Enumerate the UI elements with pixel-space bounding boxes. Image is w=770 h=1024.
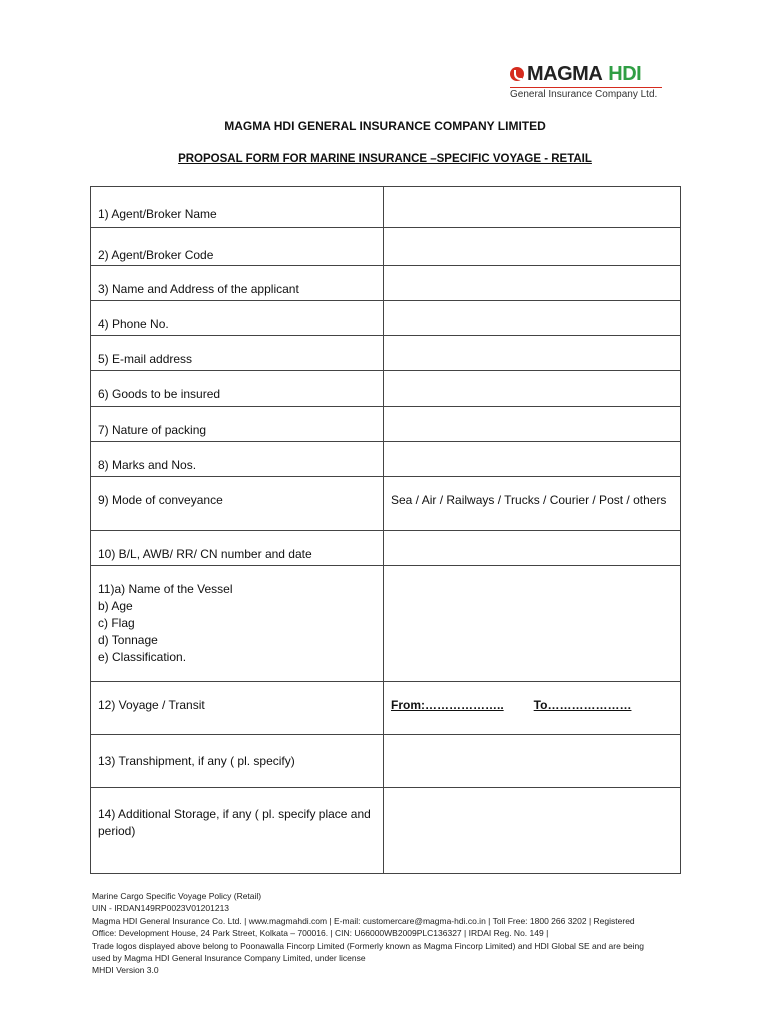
email-field[interactable] bbox=[384, 336, 681, 371]
field-label-cell bbox=[91, 336, 384, 371]
field-label-cell bbox=[91, 788, 384, 874]
field-label-cell bbox=[91, 682, 384, 735]
field-label: 10) B/L, AWB/ RR/ CN number and date bbox=[98, 547, 312, 561]
agent-broker-code-field[interactable] bbox=[384, 228, 681, 266]
field-label: 2) Agent/Broker Code bbox=[98, 248, 214, 262]
footer-policy-name: Marine Cargo Specific Voyage Policy (Retail) bbox=[92, 891, 262, 901]
table-row bbox=[91, 735, 681, 788]
footer-office: Office: Development House, 24 Park Street, Kolkata – 700016. | CIN: U66000WB2009PLC136327 | IRDAI Reg. No. 149 | bbox=[92, 928, 549, 939]
company-title: MAGMA HDI GENERAL INSURANCE COMPANY LIMITED bbox=[224, 119, 546, 133]
field-label: 5) E-mail address bbox=[98, 352, 193, 366]
table-row bbox=[91, 266, 681, 301]
field-label-cell bbox=[91, 187, 384, 228]
field-label-cell bbox=[91, 228, 384, 266]
voyage-transit-field[interactable] bbox=[384, 682, 681, 735]
field-label: 8) Marks and Nos. bbox=[98, 458, 197, 472]
table-row bbox=[91, 442, 681, 477]
table-row bbox=[91, 301, 681, 336]
field-label: 11)a) Name of the Vessel b) Age c) Flag d) Tonnage e) Classification. bbox=[98, 582, 233, 664]
logo-brand-magma: MAGMA bbox=[527, 62, 603, 85]
form-title: PROPOSAL FORM FOR MARINE INSURANCE –SPECIFIC VOYAGE - RETAIL bbox=[178, 153, 592, 165]
field-label-cell bbox=[91, 371, 384, 407]
table-row bbox=[91, 477, 681, 531]
footer-version: MHDI Version 3.0 bbox=[92, 965, 159, 976]
applicant-name-address-field[interactable] bbox=[384, 266, 681, 301]
footer-trademark: Trade logos displayed above belong to Poonawalla Fincorp Limited (Formerly known as Magma Fincorp Limited) and HDI Global SE and are being bbox=[92, 940, 644, 951]
logo-subtitle: General Insurance Company Ltd. bbox=[510, 87, 662, 100]
field-label-cell bbox=[91, 735, 384, 788]
table-row bbox=[91, 187, 681, 228]
field-label-cell bbox=[91, 477, 384, 531]
logo-mark-icon bbox=[510, 67, 524, 81]
marks-field[interactable] bbox=[384, 442, 681, 477]
footer-uin: UIN - IRDAN149RP0023V01201213 bbox=[92, 903, 230, 914]
field-label-cell bbox=[91, 442, 384, 477]
company-logo bbox=[510, 62, 670, 104]
conveyance-options: Sea / Air / Railways / Trucks / Courier / Post / others bbox=[391, 493, 667, 507]
field-label: 9) Mode of conveyance bbox=[98, 493, 223, 507]
table-row bbox=[91, 336, 681, 371]
additional-storage-field[interactable] bbox=[384, 788, 681, 874]
proposal-form-table bbox=[90, 186, 681, 874]
table-row bbox=[91, 788, 681, 874]
conveyance-mode-field[interactable] bbox=[384, 477, 681, 531]
field-label: 12) Voyage / Transit bbox=[98, 698, 205, 712]
from-label: From:……………….. bbox=[391, 698, 504, 712]
table-row bbox=[91, 566, 681, 682]
field-label-cell bbox=[91, 407, 384, 442]
transhipment-field[interactable] bbox=[384, 735, 681, 788]
bl-awb-field[interactable] bbox=[384, 531, 681, 566]
table-row bbox=[91, 407, 681, 442]
field-label: 13) Transhipment, if any ( pl. specify) bbox=[98, 754, 295, 768]
field-label: 7) Nature of packing bbox=[98, 423, 207, 437]
field-label: 1) Agent/Broker Name bbox=[98, 207, 217, 221]
agent-broker-name-field[interactable] bbox=[384, 187, 681, 228]
field-label: 6) Goods to be insured bbox=[98, 387, 221, 401]
field-label: 4) Phone No. bbox=[98, 317, 169, 331]
to-label: To………………… bbox=[533, 698, 632, 712]
packing-field[interactable] bbox=[384, 407, 681, 442]
field-label: 14) Additional Storage, if any ( pl. specify place and period) bbox=[98, 807, 371, 838]
table-row bbox=[91, 531, 681, 566]
footer bbox=[92, 890, 692, 977]
table-row bbox=[91, 371, 681, 407]
goods-field[interactable] bbox=[384, 371, 681, 407]
vessel-details-field[interactable] bbox=[384, 566, 681, 682]
logo-brand-hdi: HDI bbox=[608, 62, 642, 85]
footer-license: used by Magma HDI General Insurance Company Limited, under license bbox=[92, 953, 366, 964]
field-label-cell bbox=[91, 266, 384, 301]
table-row bbox=[91, 228, 681, 266]
field-label-cell bbox=[91, 301, 384, 336]
footer-contact: Magma HDI General Insurance Co. Ltd. | www.magmahdi.com | E-mail: customercare@magma-hdi.co.in | Toll Free: 1800 266 3202 | Registered bbox=[92, 915, 635, 926]
field-label: 3) Name and Address of the applicant bbox=[98, 282, 299, 296]
phone-field[interactable] bbox=[384, 301, 681, 336]
table-row bbox=[91, 682, 681, 735]
field-label-cell bbox=[91, 531, 384, 566]
field-label-cell bbox=[91, 566, 384, 682]
from-to-line bbox=[391, 697, 673, 714]
